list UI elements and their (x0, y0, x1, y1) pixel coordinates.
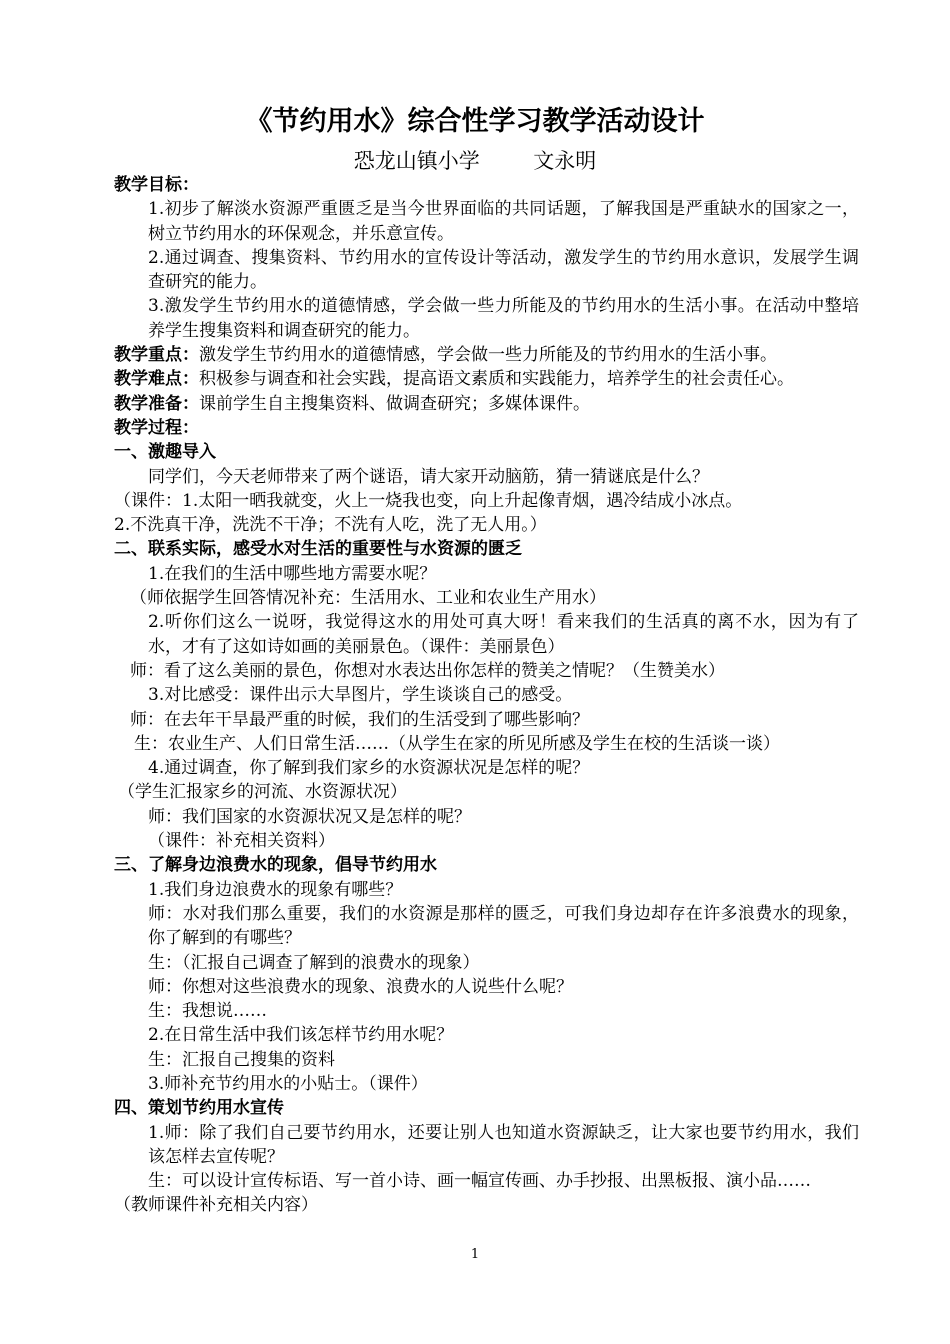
paragraph: 2.不洗真干净，洗洗不干净；不洗有人吃，洗了无人用。） (114, 515, 547, 536)
paragraph: 师：你想对这些浪费水的现象、浪费水的人说些什么呢？ (148, 976, 573, 997)
objectives-heading: 教学目标： (114, 175, 199, 195)
difficulty-label: 教学难点： (114, 369, 199, 390)
section-heading: 三、了解身边浪费水的现象，倡导节约用水 (114, 855, 437, 876)
document-body (114, 173, 859, 1218)
document-subtitle: 恐龙山镇小学 文永明 (353, 149, 597, 173)
prep-text: 课前学生自主搜集资料、做调查研究；多媒体课件。 (199, 393, 590, 414)
prep-label: 教学准备： (114, 393, 199, 414)
document-title: 《节约用水》综合性学习教学活动设计 (245, 106, 705, 137)
key-point (114, 343, 859, 367)
process-heading: 教学过程： (114, 417, 199, 438)
paragraph: （师依据学生回答情况补充：生活用水、工业和农业生产用水） (130, 588, 606, 609)
paragraph: （学生汇报家乡的河流、水资源状况） (118, 782, 407, 803)
paragraph: 师：在去年干旱最严重的时候，我们的生活受到了哪些影响？ (130, 709, 589, 730)
paragraph: 1.师：除了我们自己要节约用水，还要让别人也知道水资源缺乏，让大家也要节约用水，我们该怎样去宣传呢？ (148, 1122, 859, 1167)
paragraph: 3.师补充节约用水的小贴士。（课件） (148, 1073, 428, 1094)
objective-item: 3.激发学生节约用水的道德情感，学会做一些力所能及的节约用水的生活小事。在活动中整培养学生搜集资料和调查研究的能力。 (148, 296, 859, 341)
paragraph: （课件：1.太阳一晒我就变，火上一烧我也变，向上升起像青烟，遇冷结成小冰点。 (114, 490, 743, 511)
difficulty-text: 积极参与调查和社会实践，提高语文素质和实践能力，培养学生的社会责任心。 (199, 369, 794, 390)
paragraph: 1.在我们的生活中哪些地方需要水呢？ (148, 563, 437, 584)
paragraph: （教师课件补充相关内容） (114, 1195, 318, 1216)
paragraph: 生：汇报自己搜集的资料 (148, 1049, 335, 1070)
paragraph: 2.在日常生活中我们该怎样节约用水呢？ (148, 1025, 454, 1046)
objective-item: 1.初步了解淡水资源严重匮乏是当今世界面临的共同话题，了解我国是严重缺水的国家之一，树立节约用水的环保观念，并乐意宣传。 (148, 199, 859, 244)
key-label: 教学重点： (114, 345, 199, 366)
paragraph: 3.对比感受：课件出示大旱图片，学生谈谈自己的感受。 (148, 685, 573, 706)
paragraph: 师：我们国家的水资源状况又是怎样的呢？ (148, 806, 471, 827)
preparation (114, 392, 859, 416)
paragraph: 生：我想说…… (148, 1001, 267, 1022)
paragraph: 生：农业生产、人们日常生活……（从学生在家的所见所感及学生在校的生活谈一谈） (134, 733, 780, 754)
difficulty-point (114, 367, 859, 391)
objective-item: 2.通过调查、搜集资料、节约用水的宣传设计等活动，激发学生的节约用水意识，发展学生调查研究的能力。 (148, 247, 859, 293)
paragraph: 同学们，今天老师带来了两个谜语，请大家开动脑筋，猜一猜谜底是什么？ (148, 466, 709, 487)
paragraph: 生：（汇报自己调查了解到的浪费水的现象） (148, 952, 480, 973)
section-heading: 一、激趣导入 (114, 442, 216, 463)
page-number: 1 (470, 1247, 480, 1262)
paragraph: 1.我们身边浪费水的现象有哪些？ (148, 879, 403, 900)
section-heading: 二、联系实际，感受水对生活的重要性与水资源的匮乏 (114, 539, 522, 560)
paragraph: （课件：补充相关资料） (148, 831, 335, 852)
paragraph: 2.听你们这么一说呀，我觉得这水的用处可真大呀！看来我们的生活真的离不水，因为有了水，才有了这如诗如画的美丽景色。（课件：美丽景色） (148, 612, 859, 657)
paragraph: 师：水对我们那么重要，我们的水资源是那样的匮乏，可我们身边却存在许多浪费水的现象，你了解到的有哪些？ (148, 903, 859, 949)
section-heading: 四、策划节约用水宣传 (114, 1098, 284, 1119)
paragraph: 4.通过调查，你了解到我们家乡的水资源状况是怎样的呢？ (148, 758, 590, 779)
key-text: 激发学生节约用水的道德情感，学会做一些力所能及的节约用水的生活小事。 (199, 345, 777, 366)
paragraph: 师：看了这么美丽的景色，你想对水表达出你怎样的赞美之情呢？（生赞美水） (130, 660, 725, 681)
paragraph: 生：可以设计宣传标语、写一首小诗、画一幅宣传画、办手抄报、出黑板报、演小品…… (148, 1171, 811, 1192)
